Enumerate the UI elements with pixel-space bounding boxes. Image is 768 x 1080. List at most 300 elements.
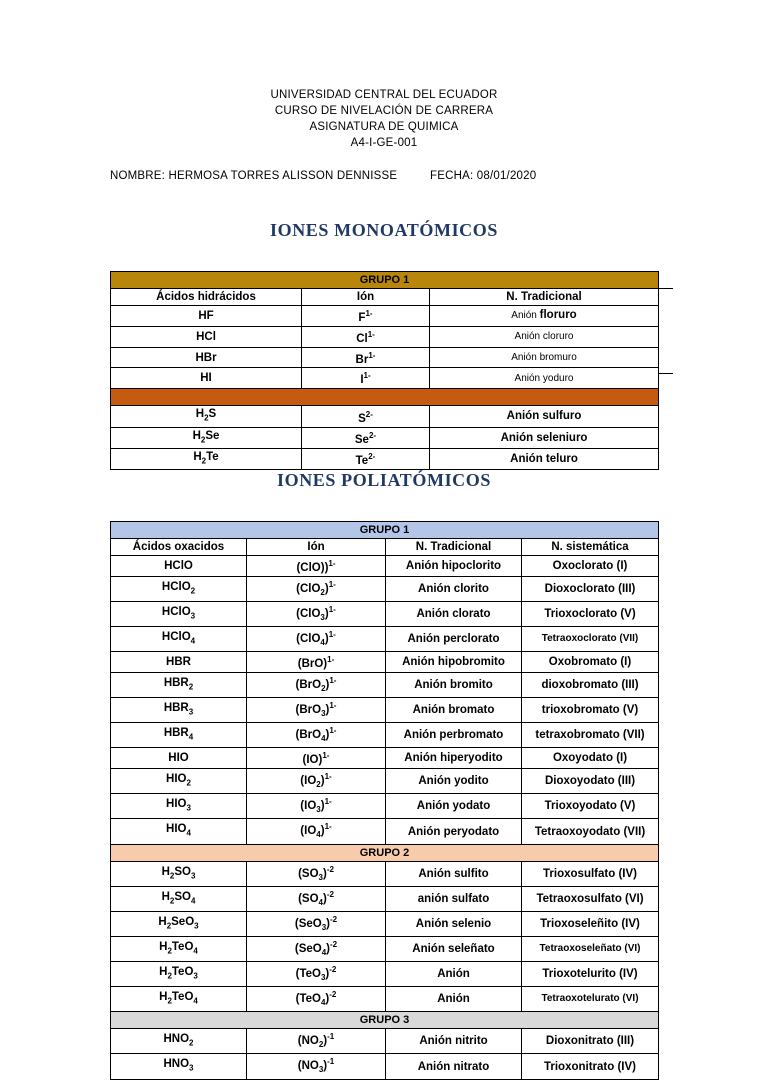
- formula-part: ): [325, 729, 330, 742]
- table-row: [111, 601, 659, 626]
- table-row: [111, 576, 659, 601]
- formula-part: (SO: [298, 892, 319, 905]
- name-prefix: Anión: [511, 310, 540, 322]
- subscript: 4: [318, 897, 323, 907]
- formula-part: (NO: [297, 1060, 319, 1073]
- systematic-name-cell: Tetraoxoclorato (VII): [522, 627, 659, 652]
- column-header: N. Tradicional: [386, 539, 522, 556]
- column-header: N. Tradicional: [430, 289, 659, 306]
- subscript: 4: [320, 638, 325, 648]
- acid-cell: [111, 698, 247, 723]
- name-main: bromuro: [539, 352, 577, 364]
- formula-part: ): [325, 993, 330, 1006]
- acid-cell: [111, 556, 247, 577]
- superscript: 1-: [324, 772, 332, 782]
- subscript: 2: [190, 586, 196, 596]
- ion-cell: [247, 886, 386, 911]
- systematic-name-cell: Tetraoxosulfato (VI): [522, 886, 659, 911]
- subscript: 4: [321, 734, 326, 744]
- subscript: 4: [186, 828, 191, 838]
- superscript: 1-: [328, 559, 336, 568]
- formula-part: (IO: [300, 825, 317, 838]
- formula-part: ): [323, 1035, 328, 1048]
- acid-cell: [111, 448, 302, 469]
- superscript: -2: [326, 889, 334, 899]
- table-border-extension: [658, 288, 673, 289]
- table-row: [111, 673, 659, 698]
- ion-cell: [247, 962, 386, 987]
- formula-part: (IO): [302, 754, 323, 767]
- document-date: FECHA: 08/01/2020: [430, 170, 537, 182]
- systematic-name-cell: Oxoclorato (I): [522, 556, 659, 577]
- formula-part: S: [358, 412, 366, 425]
- ion-cell: [247, 769, 386, 794]
- acid-cell: [111, 673, 247, 698]
- systematic-name-cell: Tetraoxoyodato (VII): [522, 819, 659, 844]
- formula-part: H: [161, 865, 170, 878]
- formula-part: ): [320, 825, 325, 838]
- superscript: 1-: [329, 726, 337, 736]
- subscript: 2: [186, 778, 191, 788]
- table-row: [111, 652, 659, 673]
- systematic-name-cell: Dioxonitrato (III): [522, 1029, 659, 1054]
- superscript: -2: [330, 939, 338, 949]
- table-row: [111, 861, 659, 886]
- formula-part: ): [326, 942, 330, 955]
- superscript: 2-: [368, 452, 376, 462]
- formula-part: H: [195, 408, 205, 421]
- table-row: [111, 627, 659, 652]
- ion-cell: [247, 1029, 386, 1054]
- systematic-name-cell: Trioxonitrato (IV): [522, 1054, 659, 1079]
- acid-cell: [111, 1054, 247, 1079]
- name-prefix: Anión: [514, 331, 543, 343]
- name-cell: [430, 368, 659, 389]
- traditional-name-cell: Anión peryodato: [386, 819, 522, 844]
- table-row: [111, 306, 659, 327]
- student-name: NOMBRE: HERMOSA TORRES ALISSON DENNISSE: [110, 170, 398, 182]
- formula-part: (ClO: [296, 582, 321, 595]
- table-row: [111, 556, 659, 577]
- systematic-name-cell: Tetraoxoseleñato (VI): [522, 936, 659, 961]
- traditional-name-cell: Anión clorato: [386, 601, 522, 626]
- acid-cell: [111, 576, 247, 601]
- name-cell: [430, 347, 659, 368]
- subscript: 2: [188, 682, 194, 692]
- ion-cell: [302, 427, 430, 448]
- systematic-name-cell: trioxobromato (V): [522, 698, 659, 723]
- column-header: N. sistemática: [522, 539, 659, 556]
- superscript: 1-: [365, 309, 373, 318]
- subscript: 2: [320, 587, 325, 597]
- subscript: 2: [204, 413, 209, 423]
- ion-cell: [247, 819, 386, 844]
- acid-cell: HI: [111, 368, 302, 389]
- formula-part: (BrO: [295, 703, 322, 716]
- superscript: 1-: [363, 371, 371, 381]
- formula-part: HIO: [166, 798, 187, 811]
- formula-part: Br: [355, 353, 369, 366]
- ion-cell: [247, 627, 386, 652]
- table-row: [111, 886, 659, 911]
- formula-part: TeO: [171, 966, 194, 979]
- table-row: [111, 911, 659, 936]
- subscript: 2: [169, 895, 175, 905]
- superscript: 1-: [322, 751, 330, 761]
- formula-part: I: [360, 374, 364, 387]
- acid-cell: [111, 794, 247, 819]
- acid-cell: [111, 652, 247, 673]
- subscript: 4: [190, 636, 196, 646]
- acid-cell: [111, 886, 247, 911]
- subscript: 3: [193, 971, 198, 981]
- column-header: Ión: [302, 289, 430, 306]
- traditional-name-cell: Anión nitrito: [386, 1029, 522, 1054]
- subscript: 3: [321, 922, 327, 932]
- column-header: Ácidos hidrácidos: [111, 289, 302, 306]
- name-cell: Anión teluro: [430, 448, 659, 469]
- formula-part: (IO: [300, 800, 317, 813]
- formula-part: Te: [206, 450, 219, 463]
- formula-part: SO: [174, 890, 191, 903]
- subscript: 2: [169, 870, 175, 880]
- superscript: 1-: [329, 676, 337, 686]
- traditional-name-cell: Anión bromito: [386, 673, 522, 698]
- ion-cell: [247, 861, 386, 886]
- formula-part: H: [159, 940, 168, 953]
- acid-cell: HF: [111, 306, 302, 327]
- formula-part: ): [324, 632, 329, 645]
- superscript: -2: [326, 864, 334, 874]
- formula-part: HNO: [163, 1058, 190, 1071]
- ion-cell: [247, 556, 386, 577]
- name-main: yoduro: [542, 372, 574, 384]
- superscript: -2: [329, 965, 337, 975]
- formula-part: HBR: [163, 702, 189, 715]
- formula-part: Cl: [356, 332, 368, 345]
- acid-cell: [111, 748, 247, 769]
- monoatomic-title: IONES MONOATÓMICOS: [270, 220, 498, 240]
- subscript: 3: [190, 611, 196, 621]
- formula-part: HClO: [161, 630, 191, 643]
- table-row: [111, 819, 659, 844]
- name-cell: [430, 326, 659, 347]
- formula-part: S: [208, 408, 217, 421]
- formula-part: (SeO: [294, 942, 322, 955]
- acid-cell: [111, 1029, 247, 1054]
- ion-cell: [302, 326, 430, 347]
- traditional-name-cell: Anión bromato: [386, 698, 522, 723]
- traditional-name-cell: Anión nitrato: [386, 1054, 522, 1079]
- acid-cell: [111, 987, 247, 1012]
- table-row: [111, 1029, 659, 1054]
- formula-part: H: [192, 429, 201, 442]
- table-row: [111, 448, 659, 469]
- formula-part: (ClO: [296, 632, 321, 645]
- ion-cell: [302, 448, 430, 469]
- systematic-name-cell: Trioxoyodato (V): [522, 794, 659, 819]
- group-header: GRUPO 1: [111, 272, 659, 289]
- formula-part: HIO: [166, 773, 187, 786]
- ion-cell: [247, 748, 386, 769]
- systematic-name-cell: Trioxosulfato (IV): [522, 861, 659, 886]
- traditional-name-cell: Anión sulfito: [386, 861, 522, 886]
- formula-part: ): [325, 678, 330, 691]
- table-row: [111, 936, 659, 961]
- traditional-name-cell: Anión hipoclorito: [386, 556, 522, 577]
- systematic-name-cell: Trioxotelurito (IV): [522, 962, 659, 987]
- superscript: 1-: [328, 579, 336, 589]
- formula-part: H: [159, 966, 168, 979]
- acid-cell: [111, 427, 302, 448]
- table-row: [111, 1054, 659, 1079]
- ion-cell: [247, 601, 386, 626]
- superscript: -2: [330, 914, 338, 924]
- ion-cell: [247, 652, 386, 673]
- superscript: 1-: [368, 350, 376, 360]
- table-row: [111, 368, 659, 389]
- table-row: [111, 748, 659, 769]
- superscript: 1-: [329, 701, 337, 711]
- table-row: [111, 326, 659, 347]
- formula-part: (ClO: [296, 607, 321, 620]
- formula-part: (ClO): [296, 561, 325, 574]
- subscript: 2: [321, 684, 326, 694]
- traditional-name-cell: Anión seleñato: [386, 936, 522, 961]
- subscript: 3: [318, 872, 323, 882]
- ion-cell: [247, 936, 386, 961]
- ion-cell: [247, 1054, 386, 1079]
- traditional-name-cell: Anión: [386, 962, 522, 987]
- formula-part: HIO: [166, 823, 187, 836]
- formula-part: HBR: [163, 727, 189, 740]
- formula-part: ): [322, 892, 327, 905]
- formula-part: (TeO: [295, 967, 321, 980]
- formula-part: TeO: [171, 991, 194, 1004]
- subscript: 2: [166, 921, 172, 931]
- formula-part: TeO: [171, 940, 194, 953]
- superscript: 2-: [368, 430, 377, 440]
- table-row: [111, 723, 659, 748]
- systematic-name-cell: tetraxobromato (VII): [522, 723, 659, 748]
- subscript: 3: [188, 707, 194, 717]
- table-row: [111, 987, 659, 1012]
- acid-cell: [111, 723, 247, 748]
- ion-cell: [302, 368, 430, 389]
- formula-part: ): [324, 582, 329, 595]
- table-row: [111, 962, 659, 987]
- traditional-name-cell: Anión yodito: [386, 769, 522, 794]
- formula-part: Se: [205, 429, 220, 442]
- formula-part: (BrO: [295, 729, 322, 742]
- formula-part: (TeO: [295, 993, 321, 1006]
- formula-part: ): [325, 967, 330, 980]
- subscript: 2: [167, 946, 172, 956]
- formula-part: HClO: [164, 559, 193, 572]
- ion-cell: [247, 911, 386, 936]
- formula-part: SO: [174, 865, 191, 878]
- name-cell: Anión sulfuro: [430, 406, 659, 427]
- superscript: 2-: [365, 409, 373, 419]
- ion-cell: [302, 406, 430, 427]
- formula-part: HClO: [161, 605, 191, 618]
- group-header: GRUPO 1: [111, 522, 659, 539]
- subscript: 4: [316, 830, 321, 840]
- document-code: A4-I-GE-001: [350, 137, 418, 149]
- table-row: [111, 406, 659, 427]
- subscript: 2: [318, 1040, 324, 1050]
- subscript: 3: [320, 973, 326, 983]
- formula-part: HIO: [168, 752, 189, 765]
- systematic-name-cell: Dioxoclorato (III): [522, 576, 659, 601]
- formula-part: ): [325, 703, 330, 716]
- systematic-name-cell: Oxobromato (I): [522, 652, 659, 673]
- superscript: -1: [327, 1032, 335, 1042]
- ion-cell: [247, 794, 386, 819]
- ion-cell: [247, 698, 386, 723]
- name-cell: Anión seleniuro: [430, 427, 659, 448]
- subscript: 3: [189, 1063, 194, 1073]
- formula-part: (IO: [300, 775, 317, 788]
- acid-cell: [111, 962, 247, 987]
- column-header: Ión: [247, 539, 386, 556]
- formula-part: HClO: [161, 580, 191, 593]
- systematic-name-cell: dioxobromato (III): [522, 673, 659, 698]
- acid-cell: [111, 861, 247, 886]
- acid-cell: HCl: [111, 326, 302, 347]
- course-name: CURSO DE NIVELACIÓN DE CARRERA: [274, 105, 494, 117]
- table-row: [111, 769, 659, 794]
- ion-cell: [302, 306, 430, 327]
- subscript: 4: [320, 998, 326, 1008]
- subject-name: ASIGNATURA DE QUIMICA: [309, 121, 459, 133]
- subscript: 3: [321, 709, 326, 719]
- formula-part: ): [320, 775, 325, 788]
- systematic-name-cell: Trioxoseleñito (IV): [522, 911, 659, 936]
- superscript: 1-: [324, 822, 332, 832]
- formula-part: ): [320, 800, 325, 813]
- formula-part: (NO: [297, 1035, 319, 1048]
- formula-part: H: [159, 991, 168, 1004]
- ion-cell: [302, 347, 430, 368]
- name-main: cloruro: [542, 331, 574, 343]
- formula-part: HBR: [166, 656, 191, 669]
- formula-part: (BrO): [297, 658, 328, 671]
- traditional-name-cell: anión sulfato: [386, 886, 522, 911]
- traditional-name-cell: Anión yodato: [386, 794, 522, 819]
- subscript: 3: [194, 921, 199, 931]
- group-header: GRUPO 2: [111, 844, 659, 861]
- subscript: 2: [200, 434, 206, 444]
- subscript: 2: [201, 456, 207, 466]
- acid-cell: [111, 819, 247, 844]
- name-prefix: Anión: [511, 352, 540, 364]
- superscript: 1-: [328, 604, 336, 614]
- formula-part: (BrO: [295, 678, 322, 691]
- name-main: floruro: [539, 309, 577, 322]
- polyatomic-table: [110, 521, 659, 1080]
- formula-part: ): [323, 1060, 328, 1073]
- polyatomic-title: IONES POLIATÓMICOS: [276, 470, 491, 490]
- table-row: [111, 427, 659, 448]
- acid-cell: [111, 769, 247, 794]
- formula-part: H: [161, 890, 170, 903]
- traditional-name-cell: Anión: [386, 987, 522, 1012]
- formula-part: ): [322, 867, 327, 880]
- table-border-extension: [658, 373, 673, 374]
- acid-cell: [111, 627, 247, 652]
- formula-part: HBR: [163, 676, 189, 689]
- superscript: 1-: [328, 630, 336, 640]
- subscript: 4: [188, 732, 194, 742]
- formula-part: (SeO: [294, 917, 322, 930]
- ion-cell: [247, 576, 386, 601]
- systematic-name-cell: Dioxoyodato (III): [522, 769, 659, 794]
- formula-part: ): [326, 917, 330, 930]
- superscript: 1-: [367, 329, 375, 339]
- acid-cell: HBr: [111, 347, 302, 368]
- formula-part: SeO: [171, 915, 195, 928]
- group-separator: [111, 389, 659, 406]
- subscript: 3: [316, 805, 321, 815]
- ion-cell: [247, 723, 386, 748]
- traditional-name-cell: Anión perclorato: [386, 627, 522, 652]
- table-row: [111, 794, 659, 819]
- table-row: [111, 347, 659, 368]
- subscript: 2: [189, 1038, 194, 1048]
- subscript: 3: [190, 870, 196, 880]
- subscript: 3: [320, 613, 325, 623]
- systematic-name-cell: Oxoyodato (I): [522, 748, 659, 769]
- ion-cell: [247, 673, 386, 698]
- formula-part: ): [324, 607, 329, 620]
- university-name: UNIVERSIDAD CENTRAL DEL ECUADOR: [270, 89, 498, 101]
- subscript: 4: [193, 996, 198, 1006]
- formula-part: ): [324, 561, 329, 574]
- subscript: 2: [167, 971, 172, 981]
- formula-part: F: [358, 311, 366, 324]
- subscript: 4: [321, 948, 327, 958]
- acid-cell: [111, 601, 247, 626]
- acid-cell: [111, 406, 302, 427]
- systematic-name-cell: Tetraoxotelurato (VI): [522, 987, 659, 1012]
- subscript: 2: [316, 780, 321, 790]
- formula-part: H: [193, 450, 202, 463]
- superscript: 1-: [324, 797, 332, 807]
- formula-part: Se: [354, 433, 369, 446]
- formula-part: Te: [355, 454, 369, 467]
- table-row: [111, 698, 659, 723]
- formula-part: HNO: [163, 1033, 190, 1046]
- traditional-name-cell: Anión hipobromito: [386, 652, 522, 673]
- monoatomic-table: [110, 271, 659, 470]
- traditional-name-cell: Anión selenio: [386, 911, 522, 936]
- subscript: 4: [190, 895, 196, 905]
- name-prefix: Anión: [514, 372, 543, 384]
- superscript: -2: [329, 990, 337, 1000]
- superscript: 1-: [327, 655, 335, 665]
- traditional-name-cell: Anión clorito: [386, 576, 522, 601]
- name-cell: [430, 306, 659, 327]
- superscript: -1: [327, 1057, 335, 1067]
- subscript: 3: [186, 803, 191, 813]
- ion-cell: [247, 987, 386, 1012]
- systematic-name-cell: Trioxoclorato (V): [522, 601, 659, 626]
- formula-part: (SO: [298, 867, 319, 880]
- traditional-name-cell: Anión hiperyodito: [386, 748, 522, 769]
- traditional-name-cell: Anión perbromato: [386, 723, 522, 748]
- formula-part: H: [158, 915, 167, 928]
